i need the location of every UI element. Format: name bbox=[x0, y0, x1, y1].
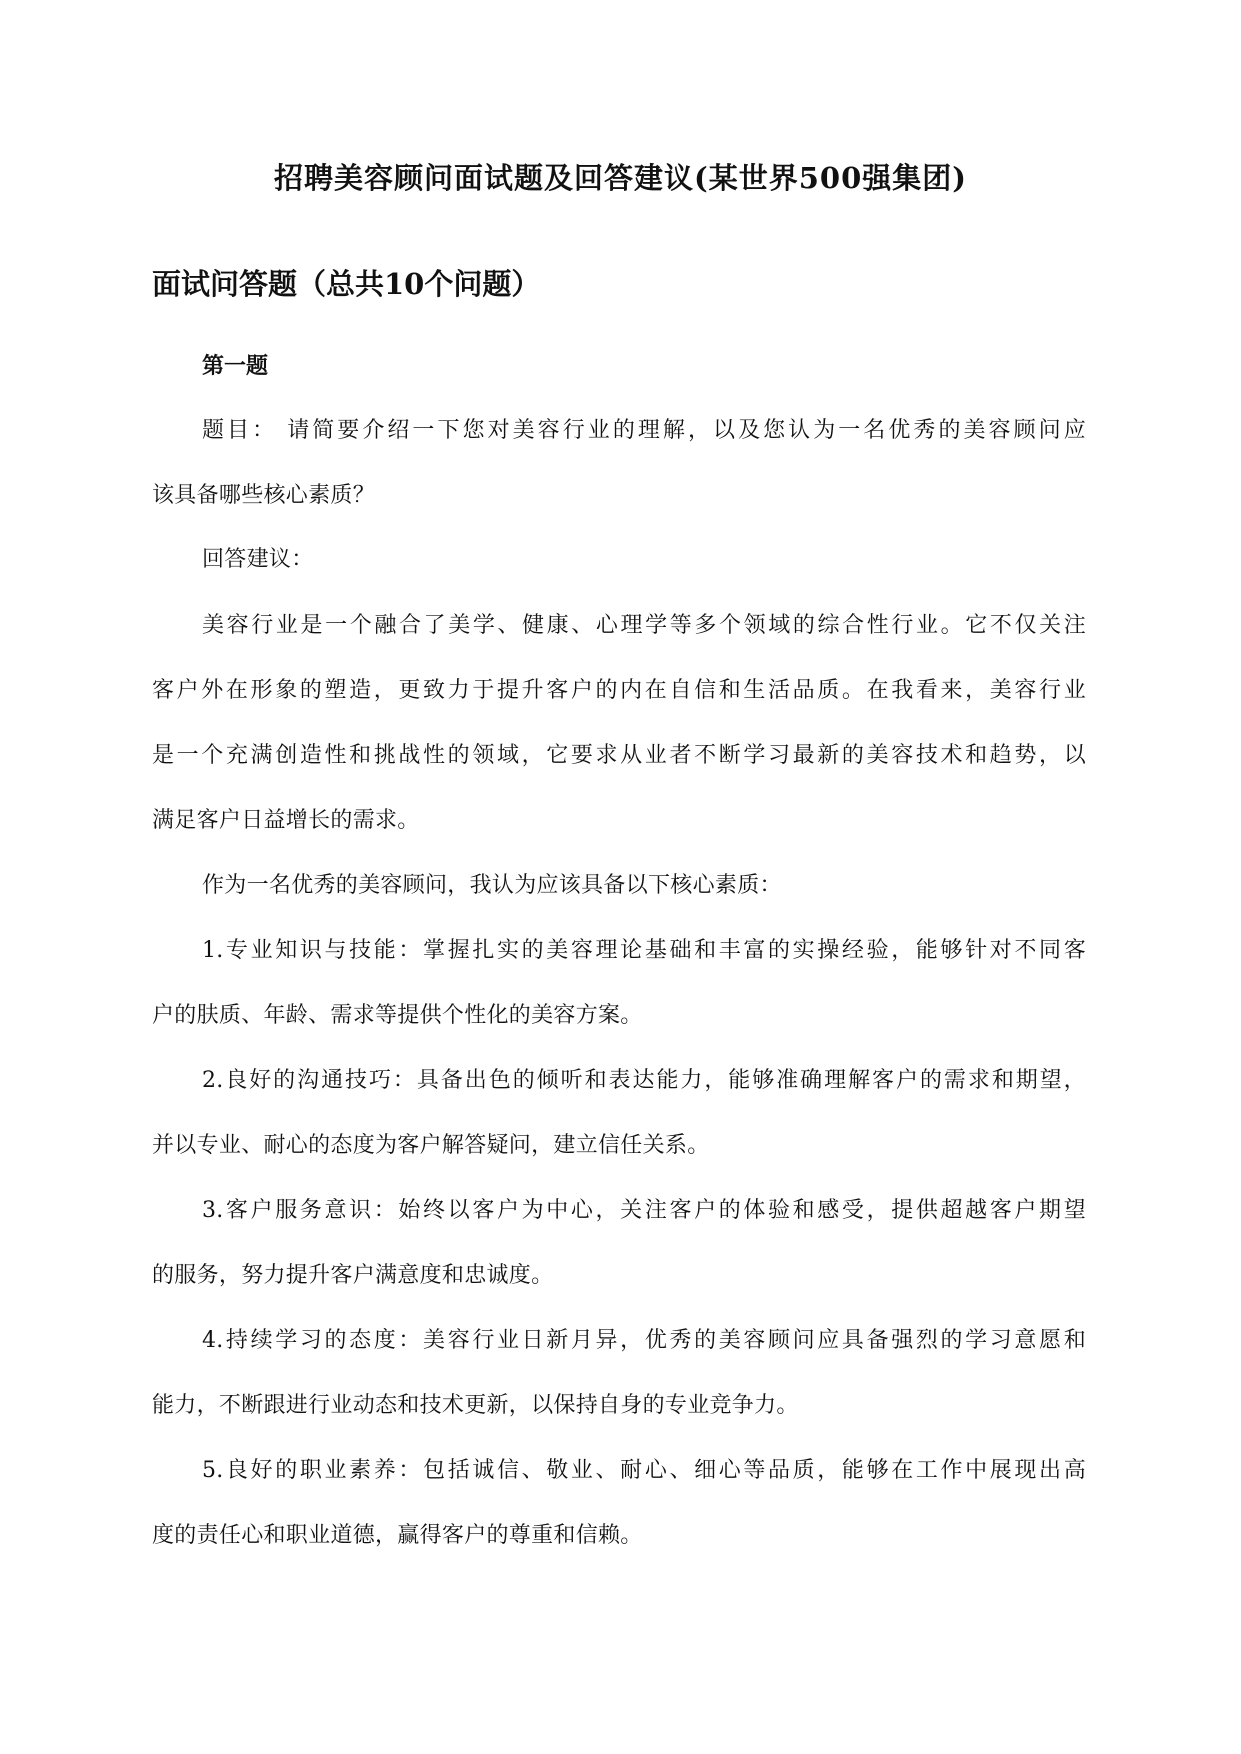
section-heading: 面试问答题（总共10个问题） bbox=[152, 267, 541, 301]
list-item-line: 1.专业知识与技能：掌握扎实的美容理论基础和丰富的实操经验，能够针对不同客 bbox=[202, 938, 1086, 963]
list-item-line: 4.持续学习的态度：美容行业日新月异，优秀的美容顾问应具备强烈的学习意愿和 bbox=[202, 1328, 1086, 1353]
question-line: 题目： 请简要介绍一下您对美容行业的理解，以及您认为一名优秀的美容顾问应 bbox=[202, 418, 1086, 443]
list-item-line: 并以专业、耐心的态度为客户解答疑问，建立信任关系。 bbox=[152, 1133, 710, 1158]
list-item-line: 能力，不断跟进行业动态和技术更新，以保持自身的专业竞争力。 bbox=[152, 1393, 799, 1418]
document-title: 招聘美容顾问面试题及回答建议(某世界500强集团) bbox=[274, 161, 967, 195]
answer-paragraph-line: 客户外在形象的塑造，更致力于提升客户的内在自信和生活品质。在我看来，美容行业 bbox=[152, 678, 1086, 703]
answer-label: 回答建议： bbox=[202, 547, 314, 572]
answer-paragraph-line: 美容行业是一个融合了美学、健康、心理学等多个领域的综合性行业。它不仅关注 bbox=[202, 613, 1086, 638]
list-item-line: 5.良好的职业素养：包括诚信、敬业、耐心、细心等品质，能够在工作中展现出高 bbox=[202, 1458, 1086, 1483]
answer-paragraph-line: 满足客户日益增长的需求。 bbox=[152, 808, 420, 833]
question-number: 第一题 bbox=[202, 353, 269, 379]
question-line: 该具备哪些核心素质？ bbox=[152, 483, 376, 508]
list-item-line: 3.客户服务意识：始终以客户为中心，关注客户的体验和感受，提供超越客户期望 bbox=[202, 1198, 1086, 1223]
list-item-line: 2.良好的沟通技巧：具备出色的倾听和表达能力，能够准确理解客户的需求和期望， bbox=[202, 1068, 1086, 1093]
list-item-line: 度的责任心和职业道德，赢得客户的尊重和信赖。 bbox=[152, 1523, 643, 1548]
answer-intro-line: 作为一名优秀的美容顾问，我认为应该具备以下核心素质： bbox=[202, 873, 782, 898]
list-item-line: 户的肤质、年龄、需求等提供个性化的美容方案。 bbox=[152, 1003, 643, 1028]
answer-paragraph-line: 是一个充满创造性和挑战性的领域，它要求从业者不断学习最新的美容技术和趋势，以 bbox=[152, 743, 1086, 768]
list-item-line: 的服务，努力提升客户满意度和忠诚度。 bbox=[152, 1263, 554, 1288]
